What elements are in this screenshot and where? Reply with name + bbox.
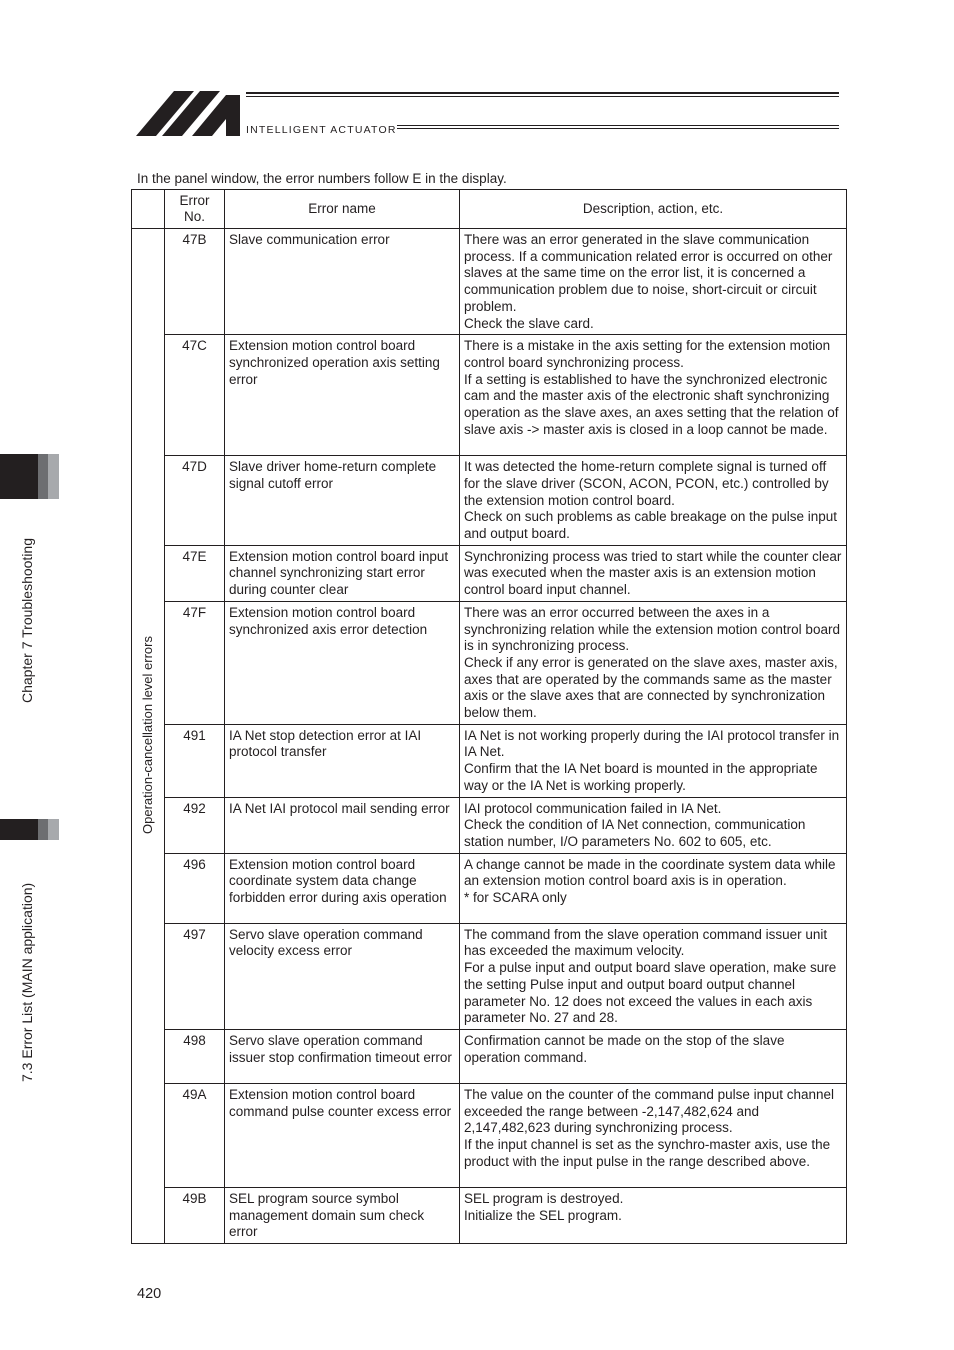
- description-cell-line: For a pulse input and output board slave operation, make sure the setting Pulse input and output board output channel parameter No. 12 does not exceed the values in each axis parameter No. 27 and 28.: [464, 960, 837, 1026]
- description-cell-line: Initialize the SEL program.: [464, 1207, 622, 1223]
- description-header: Description, action, etc.: [460, 190, 847, 229]
- description-cell-line: Check on such problems as cable breakage on the pulse input and output board.: [464, 509, 837, 542]
- error-name-cell: [225, 923, 460, 1029]
- description-cell-line: It was detected the home-return complete signal is turned off for the slave driver (SCON, ACON, PCON, etc.) controlled by the extension motion control board.: [464, 459, 829, 508]
- error-no-cell-line: 47F: [182, 604, 207, 620]
- table-row: [132, 229, 847, 335]
- iai-logo: [136, 91, 240, 136]
- error-name-cell: [225, 456, 460, 546]
- error-no-cell: [165, 456, 225, 546]
- description-cell-line: There was an error generated in the slave communication process. If a communication related error is occurred on other slaves at the same time on the error list, it is concerned a communication problem due to noise, short-circuit or circuit problem.: [464, 232, 833, 314]
- error-name-cell-line: Extension motion control board synchronized operation axis setting error: [229, 338, 440, 387]
- table-row: [132, 456, 847, 546]
- error-no-cell-line: 47D: [182, 459, 207, 475]
- description-cell: [460, 1187, 847, 1243]
- table-row: [132, 797, 847, 853]
- error-name-header: Error name: [225, 190, 460, 229]
- error-name-cell-line: IA Net IAI protocol mail sending error: [229, 800, 450, 816]
- table-row: [132, 601, 847, 724]
- error-name-cell: [225, 853, 460, 923]
- error-name-cell: [225, 724, 460, 797]
- error-name-cell: [225, 797, 460, 853]
- error-no-cell: [165, 923, 225, 1029]
- error-no-cell-line: 47C: [182, 338, 207, 354]
- error-no-cell: [165, 853, 225, 923]
- section-tab-stripe-2: [48, 819, 59, 840]
- error-no-cell-line: 492: [183, 800, 206, 816]
- error-name-cell-line: Extension motion control board coordinate system data change forbidden error during axis operation: [229, 856, 447, 906]
- description-cell-line: IAI protocol communication failed in IA Net.: [464, 800, 722, 816]
- description-cell-line: The command from the slave operation command issuer unit has exceeded the maximum velocity.: [464, 926, 828, 959]
- error-name-cell: [225, 1029, 460, 1083]
- description-cell-line: If a setting is established to have the synchronized electronic cam and the master axis of the electronic shaft synchronizing operation as the slave axes, an axes setting that the relation of slave axis -> master axis is closed in a loop cannot be made.: [464, 371, 839, 437]
- error-no-cell: [165, 545, 225, 601]
- error-no-cell-line: 491: [183, 727, 206, 743]
- header-rule-bottom-2: [397, 128, 839, 129]
- description-cell: [460, 797, 847, 853]
- header-rule-top-2: [246, 96, 839, 97]
- description-cell: [460, 456, 847, 546]
- error-name-cell-line: SEL program source symbol management domain sum check error: [229, 1190, 425, 1240]
- header-rule-top: [246, 92, 839, 94]
- description-cell: [460, 229, 847, 335]
- error-no-cell-line: 498: [183, 1032, 206, 1048]
- error-no-cell-line: 496: [183, 856, 206, 872]
- section-tab: [0, 819, 38, 840]
- error-no-cell: [165, 1029, 225, 1083]
- category-cell: [132, 229, 165, 1244]
- error-no-cell: [165, 1083, 225, 1187]
- error-name-cell: [225, 335, 460, 456]
- description-cell-line: The value on the counter of the command pulse input channel exceeded the range between -2,147,482,624 and 2,147,482,623 during synchronizing process.: [464, 1086, 834, 1136]
- intro-text: In the panel window, the error numbers follow E in the display.: [137, 171, 507, 186]
- error-name-cell: [225, 1187, 460, 1243]
- error-name-cell-line: Slave communication error: [229, 232, 390, 247]
- error-name-cell-line: Extension motion control board command pulse counter excess error: [229, 1086, 452, 1119]
- error-no-cell: [165, 724, 225, 797]
- error-no-cell: [165, 797, 225, 853]
- description-cell-line: Confirmation cannot be made on the stop of the slave operation command.: [464, 1032, 785, 1065]
- error-no-cell-line: 49A: [182, 1086, 207, 1102]
- error-no-cell: [165, 1187, 225, 1243]
- description-cell: [460, 923, 847, 1029]
- category-header: [132, 190, 165, 229]
- description-cell-line: Check the condition of IA Net connection, communication station number, I/O parameters No. 602 to 605, etc.: [464, 817, 806, 849]
- description-cell-line: If the input channel is set as the synchro-master axis, use the product with the input pulse in the range described above.: [464, 1137, 831, 1169]
- description-cell-line: Synchronizing process was tried to start while the counter clear was executed when the master axis is an extension motion control board input channel.: [464, 548, 842, 598]
- description-cell: [460, 335, 847, 456]
- error-table-wrap: [131, 189, 846, 1244]
- error-name-cell-line: Extension motion control board synchronized axis error detection: [229, 604, 428, 637]
- chapter-tab-stripe-1: [38, 454, 48, 499]
- description-cell: [460, 1083, 847, 1187]
- error-no-cell: [165, 229, 225, 335]
- brand-text: INTELLIGENT ACTUATOR: [246, 124, 397, 136]
- description-cell-line: There was an error occurred between the axes in a synchronizing relation while the extension motion control board is in synchronizing process.: [464, 604, 840, 654]
- error-no-cell-line: 47B: [182, 232, 207, 247]
- error-name-cell-line: Servo slave operation command issuer stop confirmation timeout error: [229, 1032, 452, 1065]
- error-name-cell-line: Extension motion control board input channel synchronizing start error during counter clear: [229, 548, 449, 598]
- description-cell-line: There is a mistake in the axis setting for the extension motion control board synchronizing process.: [464, 338, 831, 370]
- description-cell-line: Check if any error is generated on the slave axes, master axis, axes that are operated by the commands same as the master axis or the slave axes that are connected by synchronization below them.: [464, 654, 838, 721]
- table-row: [132, 724, 847, 797]
- error-no-cell-line: 49B: [182, 1190, 207, 1206]
- error-name-cell-line: IA Net stop detection error at IAI protocol transfer: [229, 727, 422, 760]
- description-cell: [460, 724, 847, 797]
- description-cell: [460, 853, 847, 923]
- error-no-cell-line: 497: [183, 926, 206, 942]
- error-no-cell: [165, 335, 225, 456]
- description-cell-line: A change cannot be made in the coordinate system data while an extension motion control board axis is in operation.: [464, 856, 836, 889]
- page-number: 420: [137, 1286, 162, 1302]
- table-row: [132, 853, 847, 923]
- table-row: [132, 1029, 847, 1083]
- error-table: [131, 189, 847, 1244]
- error-name-cell: [225, 601, 460, 724]
- chapter-label: Chapter 7 Troubleshooting: [19, 538, 35, 703]
- table-row: [132, 1187, 847, 1243]
- error-no-cell-line: 47E: [182, 548, 207, 564]
- error-name-cell-line: Servo slave operation command velocity excess error: [229, 926, 423, 959]
- description-cell: [460, 545, 847, 601]
- error-name-cell: [225, 545, 460, 601]
- table-header-row: [132, 190, 847, 229]
- section-label: 7.3 Error List (MAIN application): [19, 882, 35, 1082]
- description-cell-line: Check the slave card.: [464, 315, 594, 331]
- error-name-cell-line: Slave driver home-return complete signal cutoff error: [229, 459, 437, 491]
- section-tab-stripe-1: [38, 819, 48, 840]
- error-name-cell: [225, 229, 460, 335]
- description-cell-line: SEL program is destroyed.: [464, 1190, 624, 1206]
- table-row: [132, 923, 847, 1029]
- header-rule-bottom: [397, 125, 839, 126]
- table-row: [132, 1083, 847, 1187]
- description-cell: [460, 1029, 847, 1083]
- error-name-cell: [225, 1083, 460, 1187]
- category-label: Operation-cancellation level errors: [140, 636, 155, 835]
- chapter-tab-stripe-2: [48, 454, 59, 499]
- description-cell: [460, 601, 847, 724]
- description-cell-line: Confirm that the IA Net board is mounted in the appropriate way or the IA Net is working properly.: [464, 761, 818, 793]
- description-cell-line: IA Net is not working properly during the IAI protocol transfer in IA Net.: [464, 727, 840, 760]
- chapter-tab: [0, 454, 38, 499]
- table-row: [132, 335, 847, 456]
- table-row: [132, 545, 847, 601]
- error-no-header: Error No.: [165, 190, 225, 229]
- error-no-cell: [165, 601, 225, 724]
- description-cell-line: * for SCARA only: [464, 890, 567, 906]
